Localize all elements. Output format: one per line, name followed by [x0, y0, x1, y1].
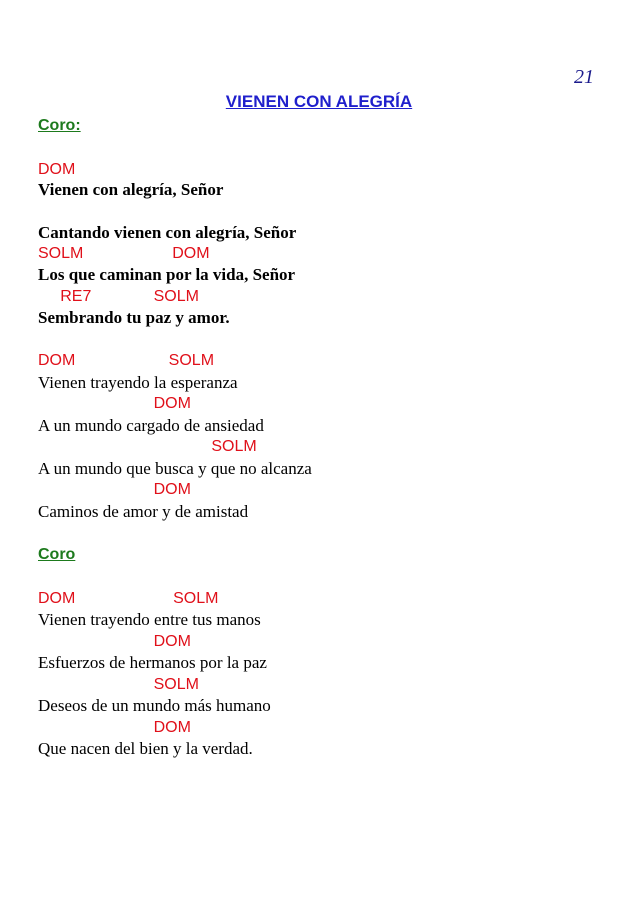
line-coro-heading: Coro:: [38, 117, 81, 134]
page-number: 21: [574, 66, 594, 88]
chord-line: DOM SOLM: [38, 352, 215, 369]
lyric-line: Cantando vienen con alegría, Señor: [38, 223, 297, 242]
chord-line: DOM: [38, 161, 76, 178]
song-title: VIENEN CON ALEGRÍA: [225, 92, 413, 111]
chord-line: RE7 SOLM: [38, 288, 199, 305]
lyric-line: Que nacen del bien y la verdad.: [38, 739, 253, 758]
lyric-line: Esfuerzos de hermanos por la paz: [38, 653, 267, 672]
lyric-line: Vienen trayendo la esperanza: [38, 373, 238, 392]
chord-line: SOLM: [38, 438, 257, 455]
chord-line: SOLM DOM: [38, 245, 210, 262]
line-coro-repeat: Coro: [38, 546, 76, 563]
lyric-line: A un mundo cargado de ansiedad: [38, 416, 264, 435]
chord-line: DOM: [38, 633, 191, 650]
chord-line: DOM: [38, 719, 191, 736]
chord-line: DOM: [38, 481, 191, 498]
lyric-line: Vienen trayendo entre tus manos: [38, 610, 261, 629]
chord-line: SOLM: [38, 676, 199, 693]
lyric-line: Sembrando tu paz y amor.: [38, 308, 230, 327]
chord-line: DOM: [38, 395, 191, 412]
lyric-line: A un mundo que busca y que no alcanza: [38, 459, 312, 478]
lyric-line: Los que caminan por la vida, Señor: [38, 265, 296, 284]
chord-line: DOM SOLM: [38, 590, 219, 607]
lyric-line: Vienen con alegría, Señor: [38, 180, 224, 199]
lyric-line: Caminos de amor y de amistad: [38, 502, 249, 521]
lyric-line: Deseos de un mundo más humano: [38, 696, 271, 715]
